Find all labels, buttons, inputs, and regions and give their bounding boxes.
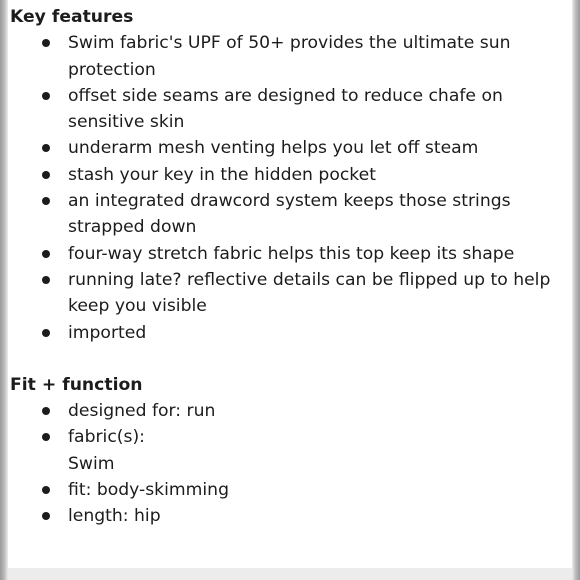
list-item-text: Swim fabric's UPF of 50+ provides the ultimate sun protection [68, 33, 511, 80]
list-item-subtext: Swim [68, 453, 115, 474]
bullet-icon [42, 250, 50, 258]
list-item [10, 135, 566, 161]
frame-right-edge [572, 0, 580, 580]
bullet-icon [42, 433, 50, 441]
frame-bottom-edge [8, 568, 572, 580]
bullet-icon [42, 407, 50, 415]
bullet-icon [42, 512, 50, 520]
list-item-text: an integrated drawcord system keeps those strings strapped down [68, 191, 511, 238]
list-item-text: stash your key in the hidden pocket [68, 164, 376, 185]
list-item [10, 398, 566, 424]
bullet-icon [42, 486, 50, 494]
list-item [10, 188, 566, 241]
product-details [10, 4, 566, 530]
bullet-icon [42, 144, 50, 152]
fit-function-list [10, 398, 566, 529]
list-item [10, 162, 566, 188]
bullet-icon [42, 329, 50, 337]
list-item [10, 503, 566, 529]
bullet-icon [42, 92, 50, 100]
key-features-list [10, 30, 566, 346]
frame-left-edge [0, 0, 8, 580]
list-item-text: imported [68, 322, 147, 343]
list-item-text: fabric(s): [68, 427, 145, 448]
list-item-text: running late? reflective details can be flipped up to help keep you visible [68, 269, 551, 317]
list-item [10, 320, 566, 346]
key-features-heading: Key features [10, 7, 134, 27]
list-item [10, 424, 566, 477]
list-item-text: length: hip [68, 506, 161, 527]
list-item [10, 477, 566, 503]
list-item-text: four-way stretch fabric helps this top keep its shape [68, 243, 515, 264]
list-item [10, 267, 566, 320]
bullet-icon [42, 276, 50, 284]
key-features-section [10, 4, 566, 346]
list-item [10, 241, 566, 267]
list-item-text: designed for: run [68, 401, 216, 422]
list-item-text: underarm mesh venting helps you let off steam [68, 138, 479, 159]
list-item-text: fit: body-skimming [68, 480, 229, 501]
fit-function-section [10, 372, 566, 530]
bullet-icon [42, 39, 50, 47]
fit-function-heading: Fit + function [10, 374, 143, 395]
section-spacer [10, 346, 566, 372]
list-item-text: offset side seams are designed to reduce chafe on sensitive skin [68, 85, 503, 133]
list-item [10, 30, 566, 83]
bullet-icon [42, 171, 50, 179]
bullet-icon [42, 197, 50, 205]
list-item [10, 83, 566, 136]
